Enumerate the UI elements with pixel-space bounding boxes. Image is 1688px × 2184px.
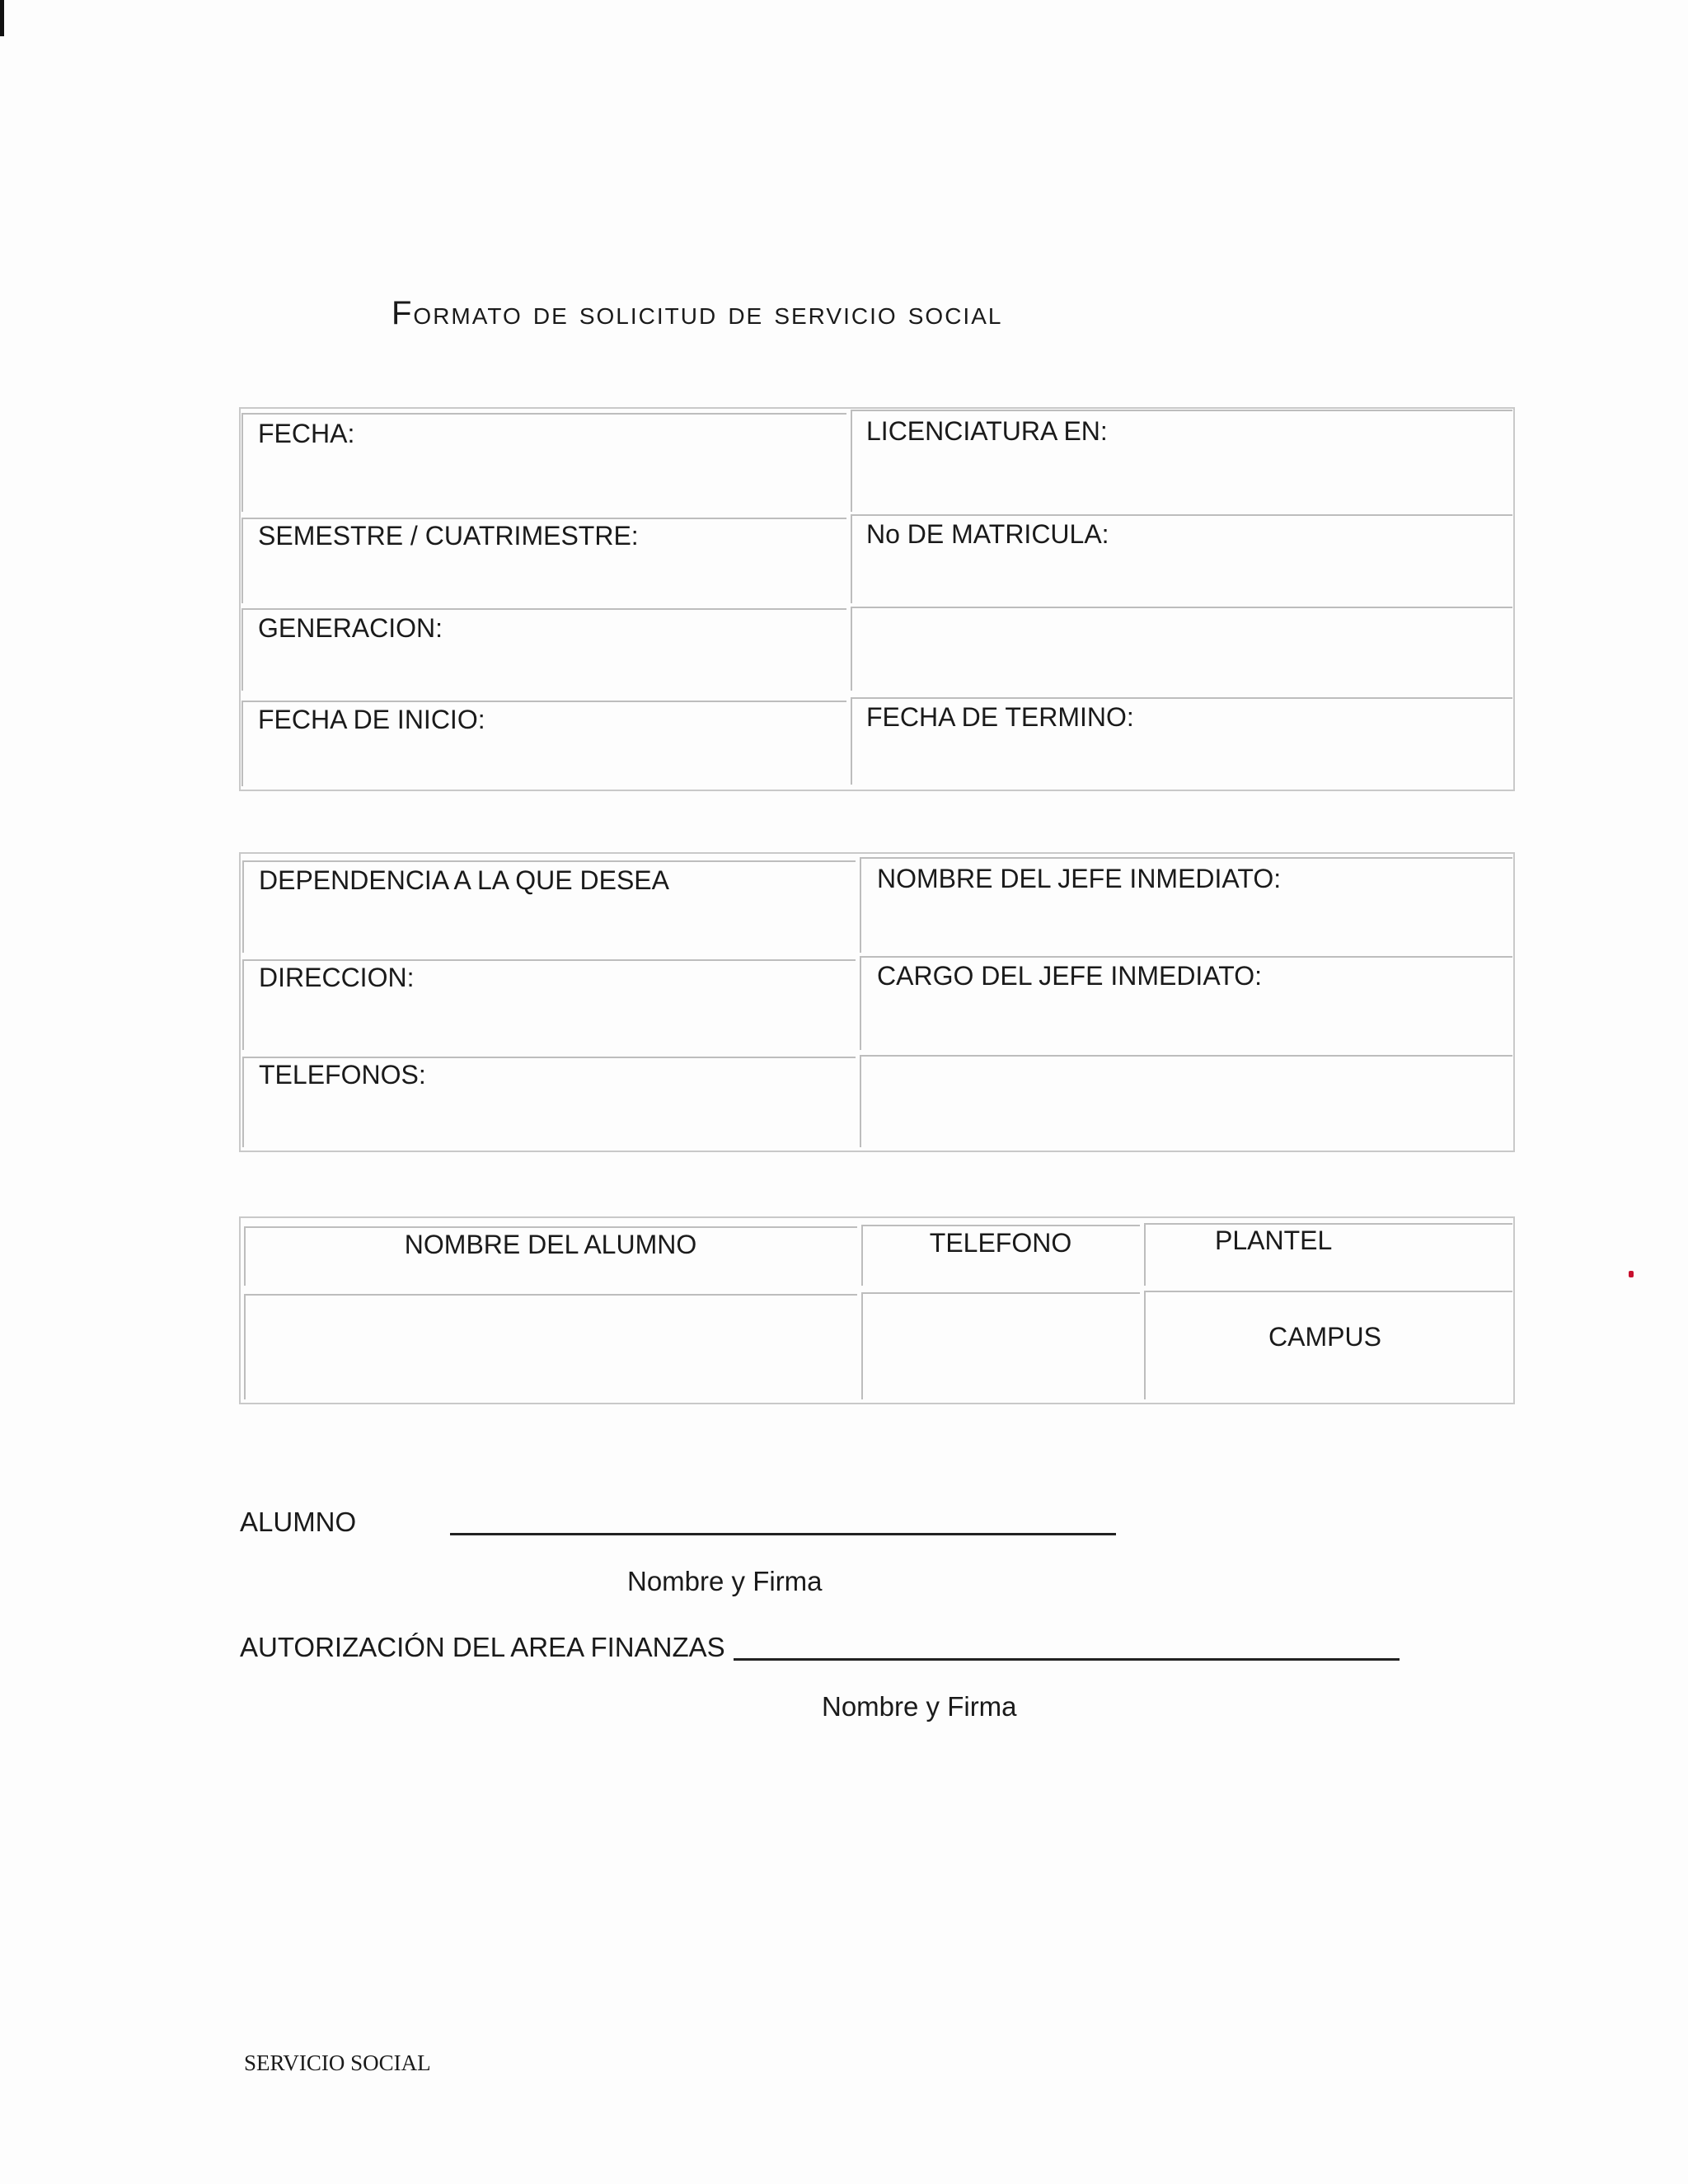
alumno-signature-caption: Nombre y Firma [627, 1566, 823, 1596]
form-title: Formato de solicitud de servicio social [392, 295, 1003, 331]
finanzas-signature-line[interactable] [734, 1658, 1400, 1661]
dependencia-label: DEPENDENCIA A LA QUE DESEA [259, 865, 669, 895]
fecha-inicio-label: FECHA DE INICIO: [258, 705, 485, 734]
telefonos-label: TELEFONOS: [259, 1060, 426, 1090]
ink-speck [1629, 1271, 1634, 1277]
scan-edge-mark [0, 0, 4, 36]
empty-cell[interactable] [851, 607, 1512, 691]
semestre-label: SEMESTRE / CUATRIMESTRE: [258, 521, 639, 551]
alumno-signature-line[interactable] [450, 1533, 1116, 1535]
matricula-label: No DE MATRICULA: [866, 519, 1109, 549]
cargo-jefe-label: CARGO DEL JEFE INMEDIATO: [877, 961, 1263, 991]
fecha-termino-label: FECHA DE TERMINO: [866, 702, 1134, 732]
generacion-label: GENERACION: [258, 613, 443, 643]
telefono-cell[interactable] [861, 1292, 1140, 1399]
empty-cell[interactable] [860, 1055, 1512, 1147]
alumno-signature-label: ALUMNO [240, 1507, 357, 1537]
licenciatura-label: LICENCIATURA EN: [866, 416, 1108, 446]
telefono-label: TELEFONO [929, 1228, 1072, 1258]
nombre-alumno-cell[interactable] [244, 1294, 857, 1399]
plantel-label: PLANTEL [1215, 1226, 1333, 1255]
finanzas-signature-caption: Nombre y Firma [822, 1691, 1017, 1722]
finanzas-signature-label: AUTORIZACIÓN DEL AREA FINANZAS [240, 1632, 725, 1662]
fecha-label: FECHA: [258, 419, 355, 448]
direccion-label: DIRECCION: [259, 963, 415, 992]
nombre-alumno-label: NOMBRE DEL ALUMNO [404, 1230, 697, 1259]
footer-text: SERVICIO SOCIAL [244, 2050, 431, 2075]
nombre-jefe-label: NOMBRE DEL JEFE INMEDIATO: [877, 864, 1282, 893]
campus-label: CAMPUS [1268, 1322, 1381, 1352]
